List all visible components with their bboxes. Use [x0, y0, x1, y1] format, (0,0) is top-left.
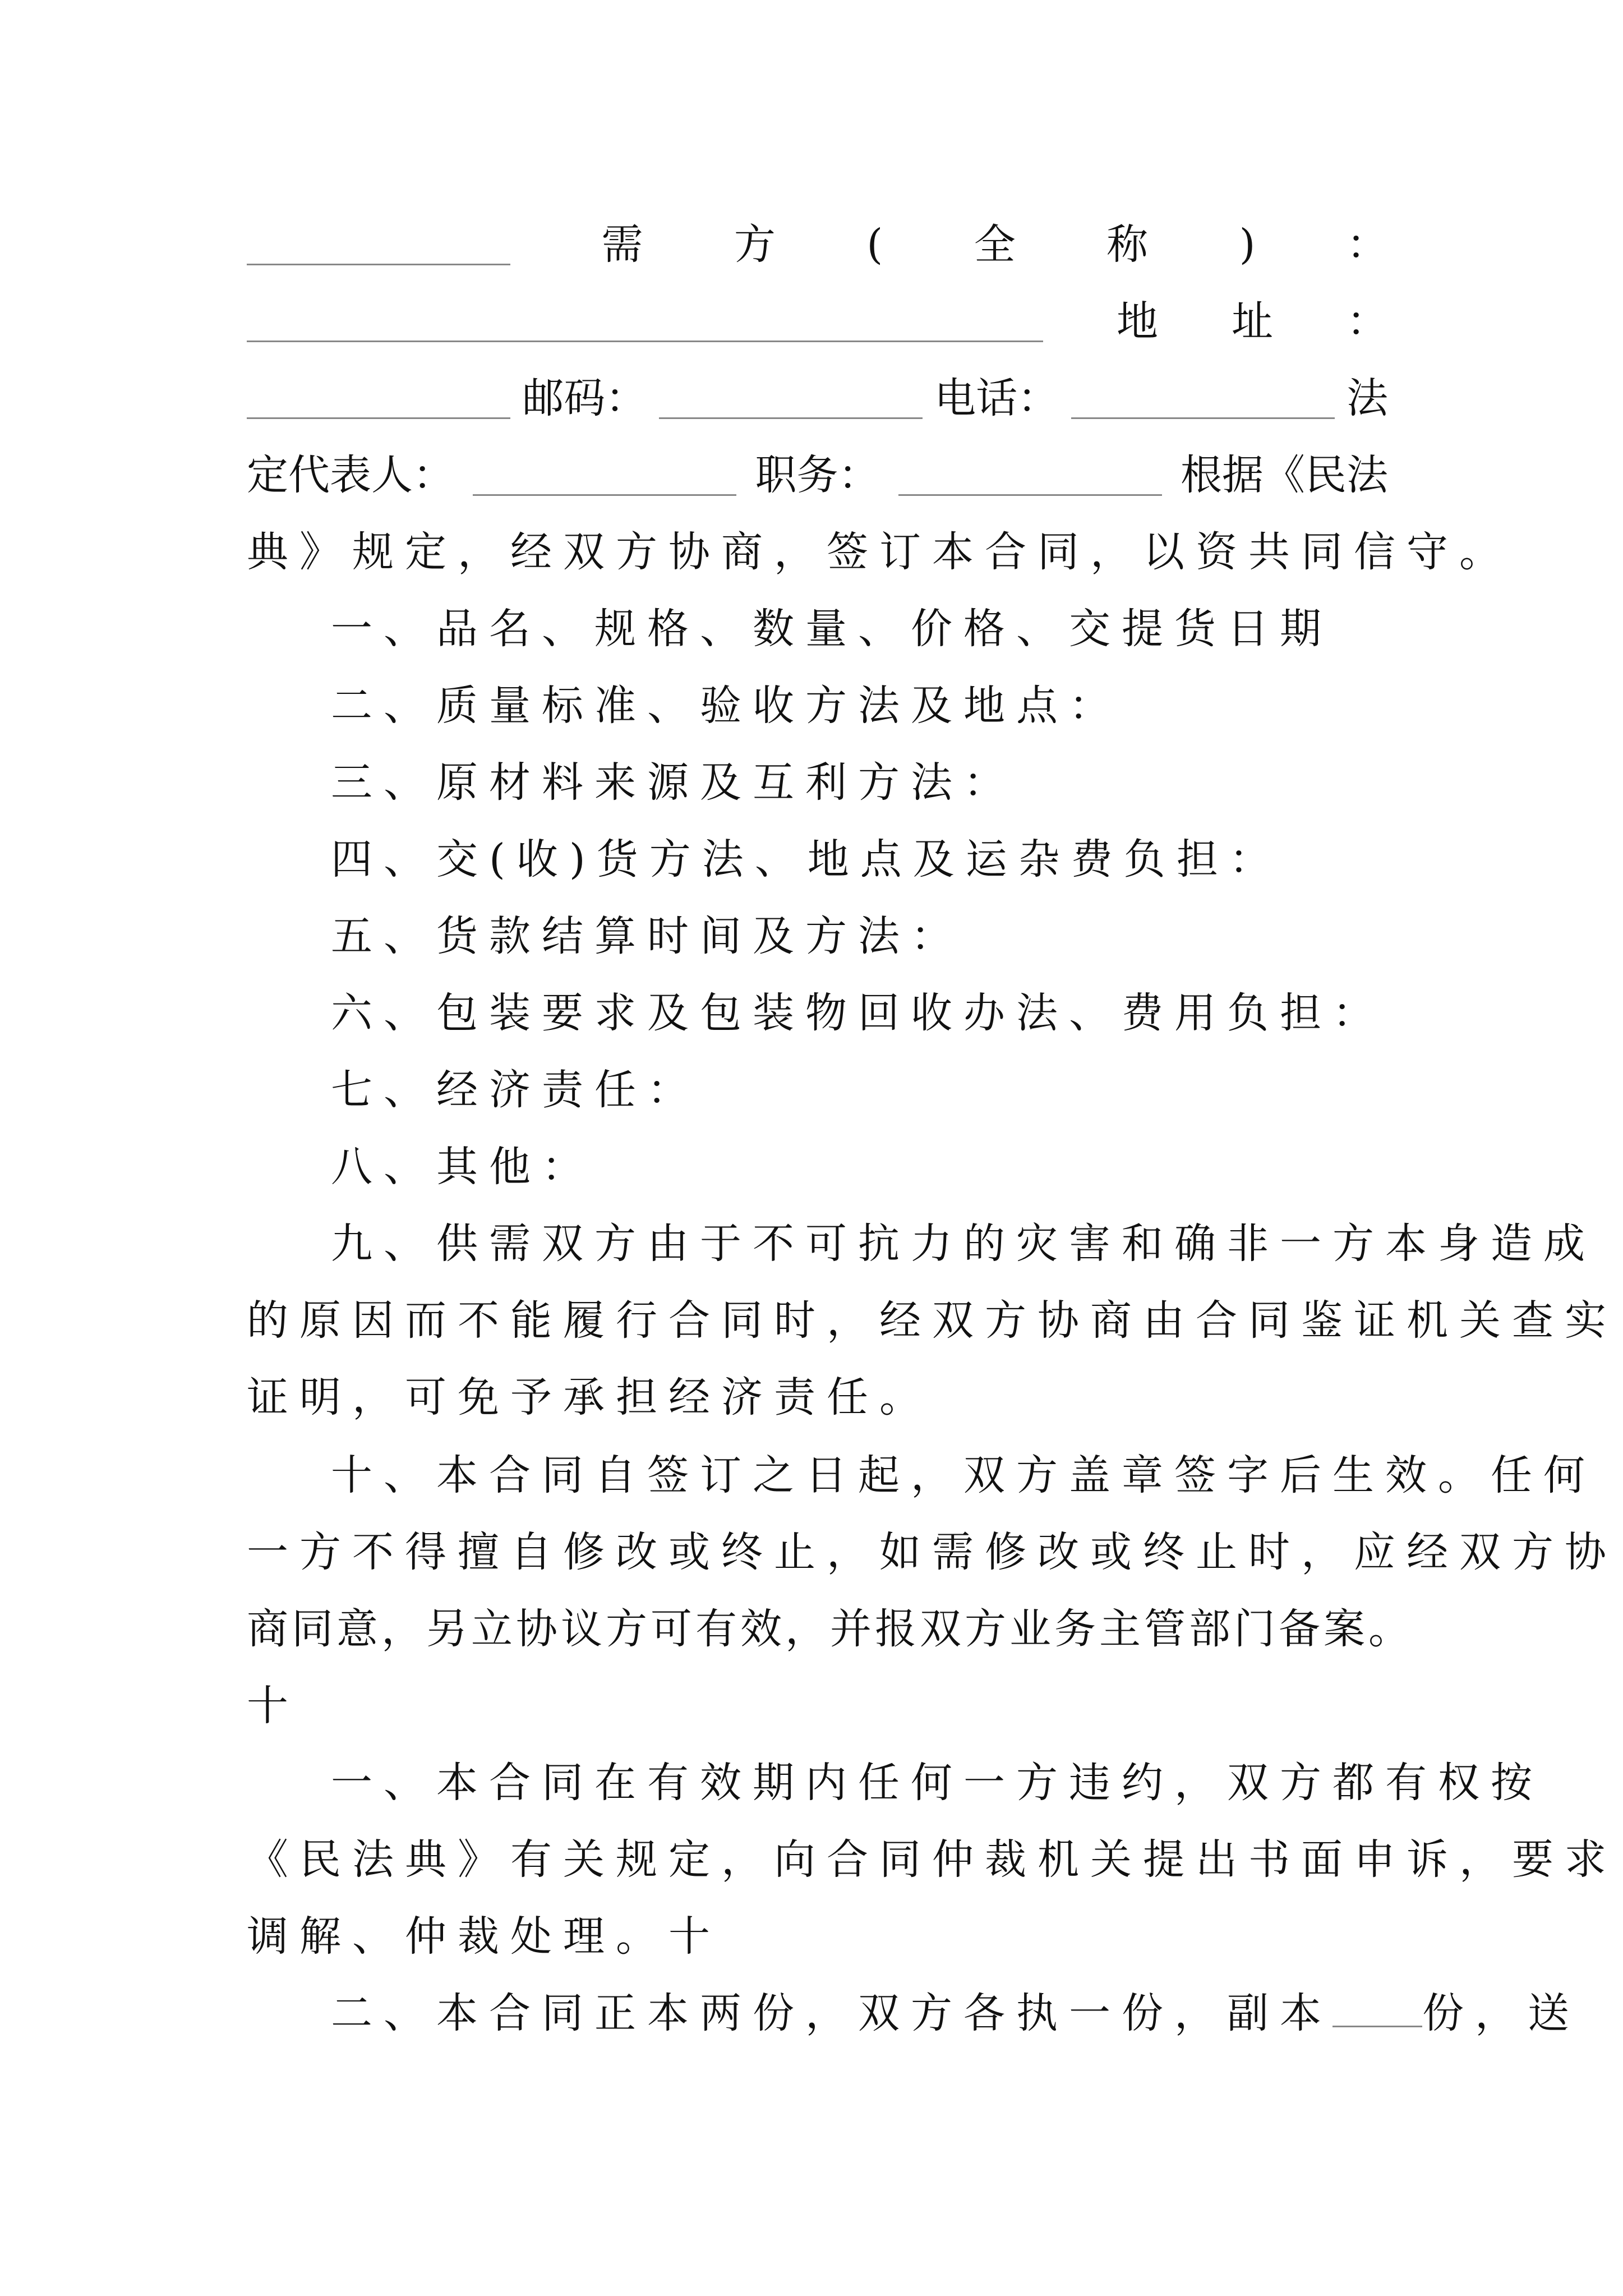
clause-9-line-1: 九、供需双方由于不可抗力的灾害和确非一方本身造成 — [331, 1220, 1596, 1268]
position-label: 职务： — [755, 451, 880, 499]
clause-12-line-1 — [247, 1974, 1580, 2053]
clause-11-line-2: 《民法典》有关规定，向合同仲裁机关提出书面申诉，要求 — [247, 1835, 1617, 1884]
clause-10-line-3: 商同意，另立协议方可有效，并报双方业务主管部门备案。 — [247, 1605, 1413, 1653]
clause-10-line-2: 一方不得擅自修改或终止，如需修改或终止时，应经双方协 — [247, 1528, 1617, 1576]
copies-blank[interactable] — [1332, 1986, 1422, 2027]
fullname-label-1: 全 — [974, 220, 1016, 269]
basis-text: 根据《民法 — [1181, 451, 1388, 499]
intro-text: 典》规定，经双方协商，签订本合同，以资共同信守。 — [247, 528, 1512, 576]
clause-5: 五、货款结算时间及方法： — [331, 912, 963, 960]
fullname-label-2: 称 — [1106, 220, 1149, 269]
clause-9-line-3: 证明，可免予承担经济责任。 — [247, 1373, 932, 1421]
clause-4: 四、交(收)货方法、地点及运杂费负担： — [331, 835, 1282, 884]
demander-colon: ： — [1346, 220, 1388, 269]
demander-label-1: 需 — [601, 220, 643, 269]
address-label-1: 地 — [1117, 297, 1158, 346]
demander-label-2: 方 — [734, 220, 776, 269]
clause-12-prefix: 二、本合同正本两份，双方各执一份，副本 — [331, 1989, 1332, 2037]
address-tail-blank[interactable] — [247, 378, 510, 419]
clause-10-line-4: 十 — [247, 1682, 288, 1730]
demander-line — [247, 205, 1388, 284]
address-line — [247, 282, 1388, 361]
postcode-label: 邮码： — [522, 374, 647, 422]
address-blank[interactable] — [247, 301, 1043, 342]
clause-2: 二、质量标准、验收方法及地点： — [331, 682, 1122, 730]
clause-11-line-3: 调解、仲裁处理。十 — [247, 1912, 721, 1961]
postcode-blank[interactable] — [659, 378, 923, 419]
clause-12-suffix: 份，送 — [1422, 1989, 1580, 2037]
clause-3: 三、原材料来源及互利方法： — [331, 758, 1016, 807]
open-paren: ( — [866, 220, 883, 269]
position-blank[interactable] — [898, 455, 1162, 496]
clause-8: 八、其他： — [331, 1143, 594, 1191]
legal-rep-blank[interactable] — [473, 455, 736, 496]
phone-label: 电话： — [934, 374, 1059, 422]
legal-rep-line — [247, 436, 1388, 514]
clause-1: 一、品名、规格、数量、价格、交提货日期 — [331, 605, 1332, 653]
clause-10-line-1: 十、本合同自签订之日起，双方盖章签字后生效。任何 — [331, 1451, 1596, 1499]
clause-6: 六、包装要求及包装物回收办法、费用负担： — [331, 989, 1385, 1037]
address-colon: ： — [1347, 297, 1388, 346]
close-paren: ) — [1239, 220, 1256, 269]
legal-rep-label: 定代表人： — [247, 451, 454, 499]
phone-blank[interactable] — [1071, 378, 1335, 419]
clause-7: 七、经济责任： — [331, 1066, 700, 1114]
postcode-phone-line — [247, 359, 1388, 438]
legal-first-char: 法 — [1346, 374, 1388, 422]
address-label-2: 址 — [1232, 297, 1273, 346]
demander-name-blank[interactable] — [247, 224, 510, 265]
clause-9-line-2: 的原因而不能履行合同时，经双方协商由合同鉴证机关查实 — [247, 1296, 1617, 1345]
clause-11-line-1: 一、本合同在有效期内任何一方违约，双方都有权按 — [331, 1759, 1543, 1807]
